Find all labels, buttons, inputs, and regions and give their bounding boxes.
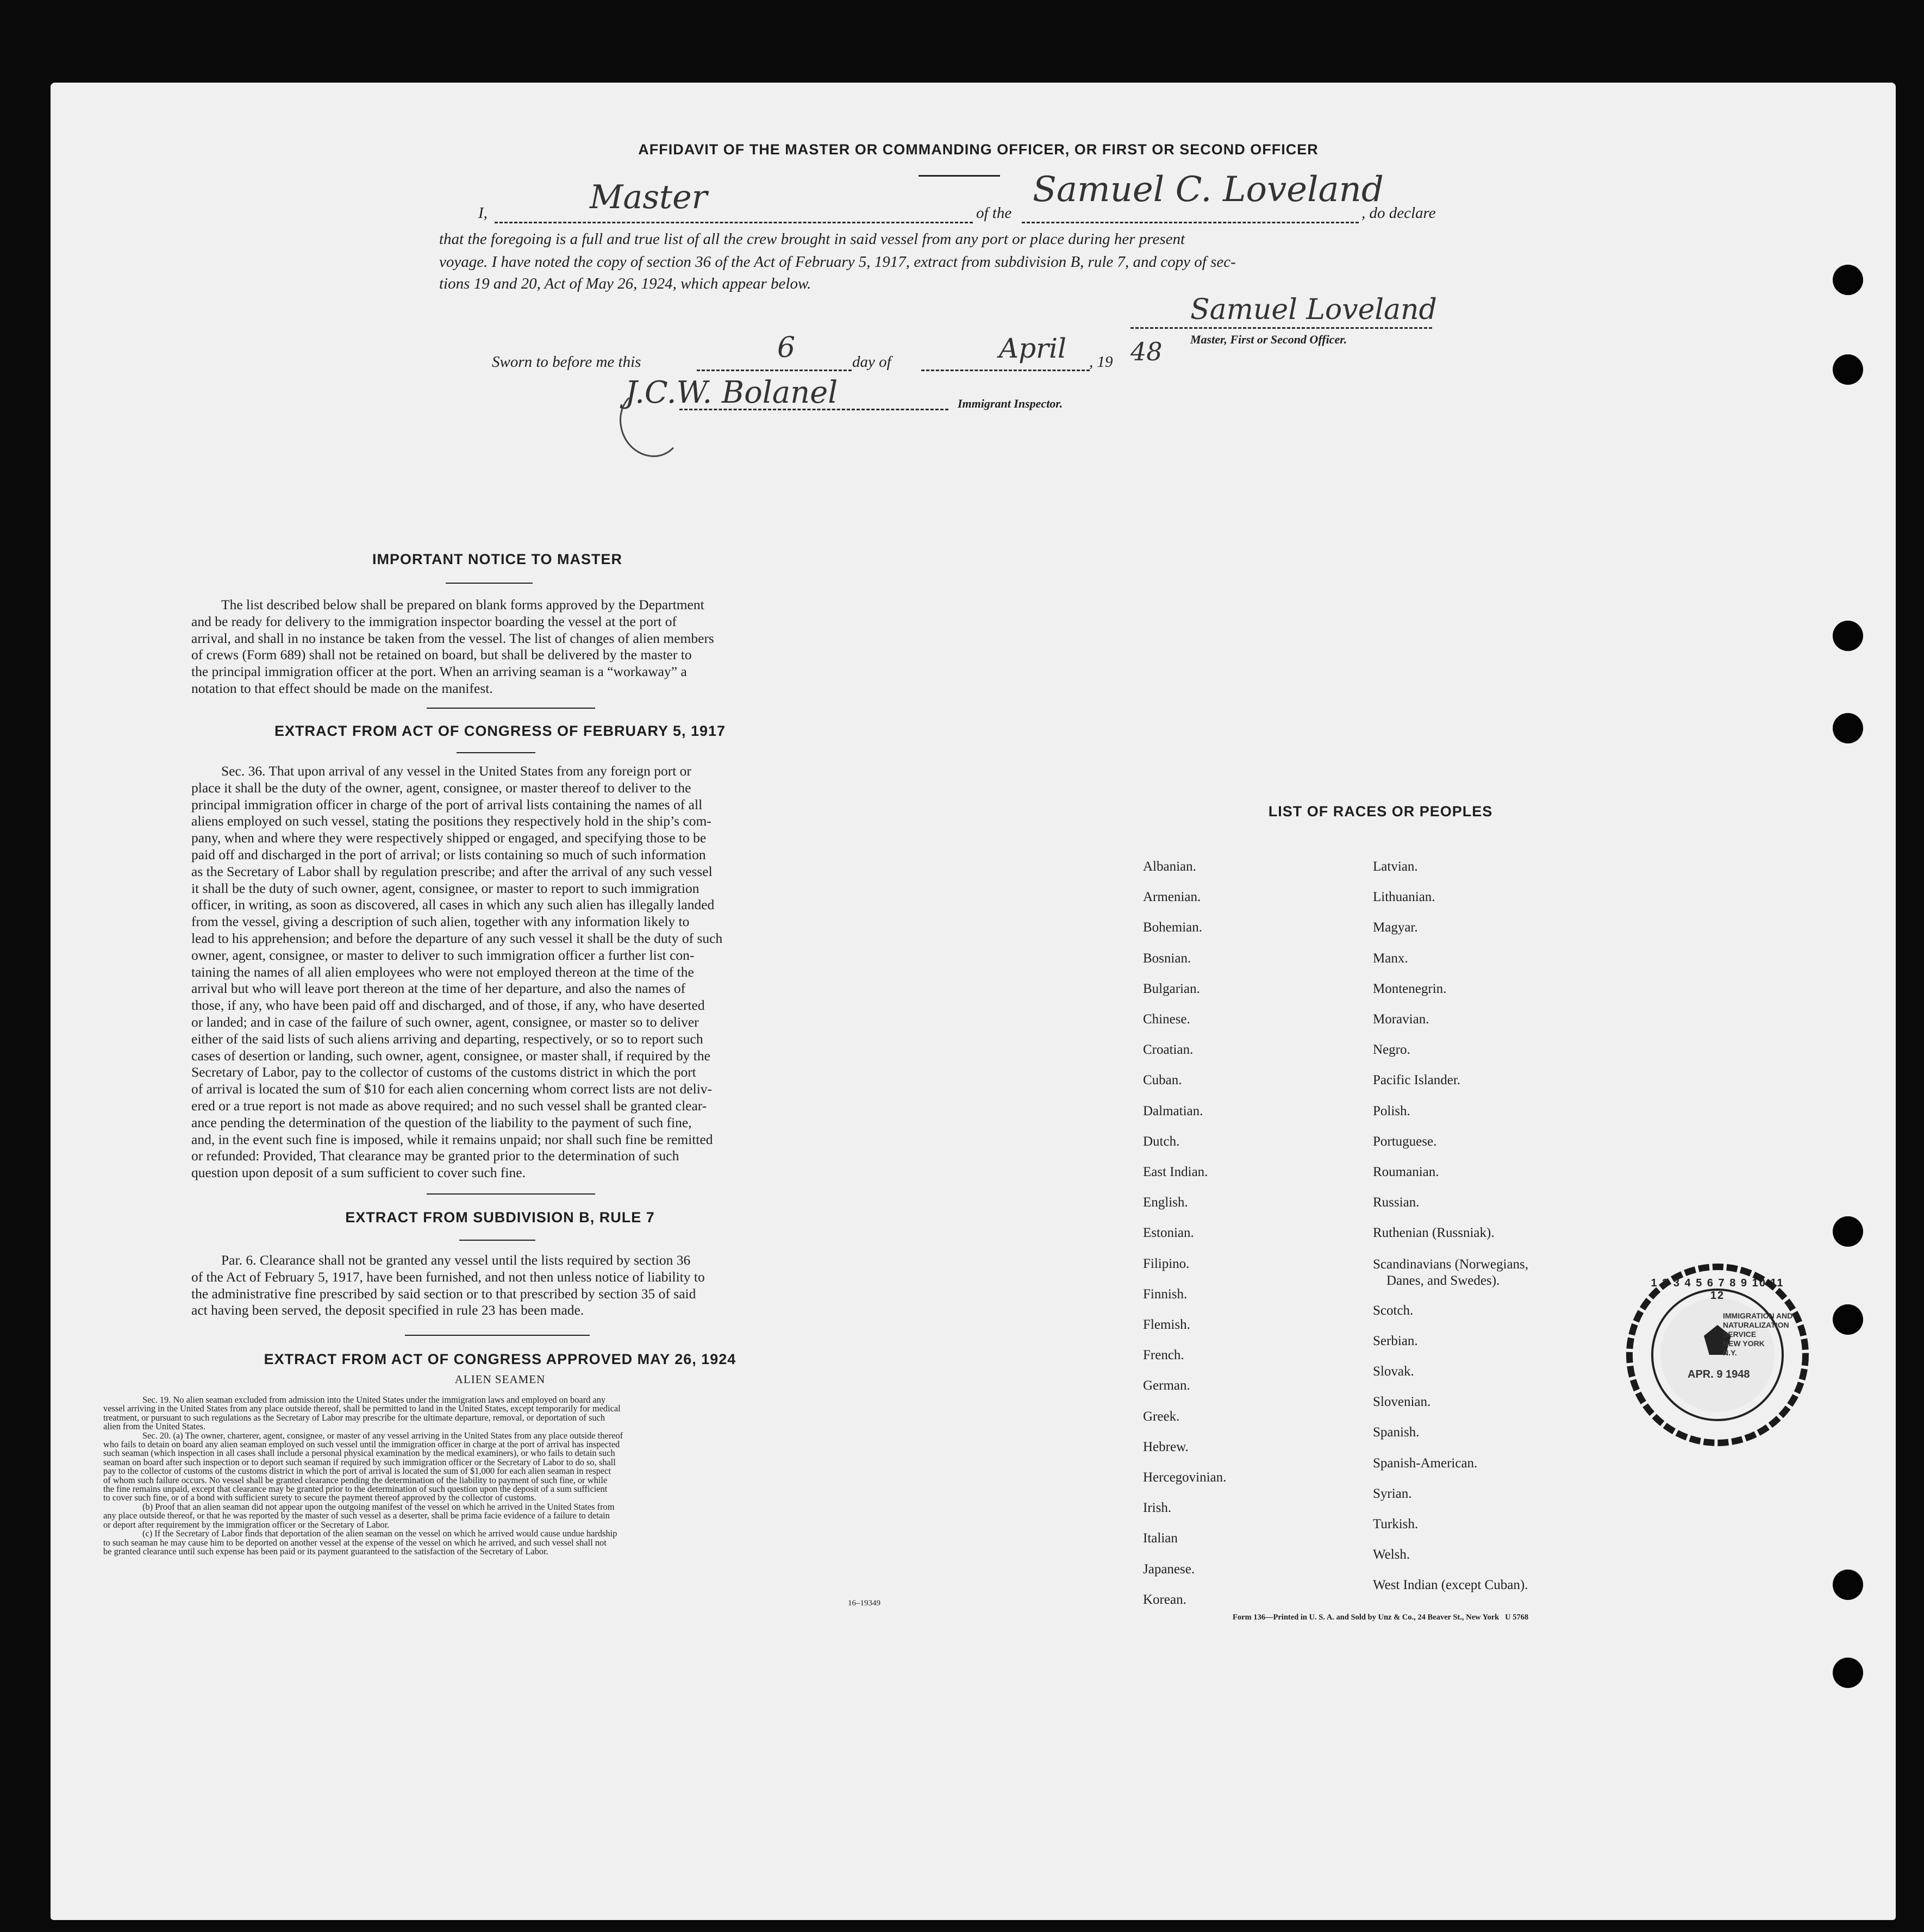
race-item: Portuguese.: [1373, 1134, 1437, 1149]
text-line: or landed; and in case of the failure of such owner, agent, consignee, or master so to deliver: [191, 1014, 699, 1030]
text-line: Sec. 19. No alien seaman excluded from admission into the United States under the immigration laws and employed on board any: [142, 1395, 606, 1405]
binder-hole: [1833, 1570, 1863, 1600]
race-item: Cuban.: [1143, 1073, 1182, 1088]
races-left-column: [1143, 852, 1226, 1615]
text-line: paid off and discharged in the port of arrival; or lists containing so much of such information: [191, 846, 706, 862]
text-line: from the vessel, giving a description of such alien, together with any information likely to: [191, 914, 690, 930]
text-line: vessel arriving in the United States from any place outside thereof, shall be permitted to land in the United States, except temporarily for medical: [103, 1403, 621, 1414]
text-line: arrival but who will leave port thereon at the time of her departure, and also the names of: [191, 980, 686, 997]
notice-text: [191, 597, 805, 697]
race-item: Serbian.: [1373, 1333, 1418, 1348]
text-line: ered or a true report is not made as above required; and no such vessel shall be granted clear-: [191, 1097, 707, 1114]
inspector-line: [679, 409, 948, 410]
text-line: the fine remains unpaid, except that clearance may be granted prior to the determination of such question upon the deposit of a sum sufficient: [103, 1484, 608, 1495]
race-item: Montenegrin.: [1373, 981, 1447, 996]
race-item: Flemish.: [1143, 1317, 1190, 1333]
text-line: of arrival is located the sum of $10 for each alien concerning whom correct lists are not deliv-: [191, 1081, 713, 1097]
year-prefix: , 19: [1089, 353, 1113, 371]
text-line: Sec. 20. (a) The owner, charterer, agent, consignee, or master of any vessel arriving in the United States from any place outside thereof: [142, 1430, 623, 1441]
stamp-agency-line: IMMIGRATION AND: [1723, 1311, 1793, 1320]
race-item: Filipino.: [1143, 1256, 1190, 1271]
race-item: East Indian.: [1143, 1165, 1208, 1180]
text-line: any place outside thereof, or that he was reported by the master of such vessel as a deserter, shall be prima facie evidence of a failure to detain: [103, 1510, 610, 1521]
race-item: Bohemian.: [1143, 920, 1203, 935]
text-line: place it shall be the duty of the owner, agent, consignee, or master thereof to deliver to the: [191, 779, 691, 796]
notice-line: of crews (Form 689) shall not be retained on board, but shall be delivered by the master to: [191, 647, 692, 663]
race-item: Scandinavians (Norwegians,: [1373, 1256, 1529, 1272]
race-item: Estonian.: [1143, 1226, 1194, 1241]
affidavit-body-line2: voyage. I have noted the copy of section 36 of the Act of February 5, 1917, extract from subdivision B, rule 7, and copy of sec-: [439, 253, 1236, 271]
text-line: be granted clearance until such expense has been paid or its payment guaranteed to the satisfaction of the Secretary of Labor.: [103, 1546, 548, 1556]
race-item: Italian: [1143, 1531, 1178, 1546]
form-number: 16–19349: [848, 1599, 880, 1608]
text-line: pay to the collector of customs of the customs district in which the port of arrival is located the sum of $1,000 for each alien seaman in respect: [103, 1466, 611, 1477]
extract-1917-text: [191, 763, 805, 1181]
races-title: LIST OF RACES OR PEOPLES: [1268, 803, 1493, 820]
stamp-agency-line: N.Y.: [1723, 1348, 1737, 1357]
race-item: Slovak.: [1373, 1364, 1414, 1379]
race-item: Armenian.: [1143, 890, 1201, 905]
handwritten-year: 48: [1130, 337, 1163, 366]
race-item: Welsh.: [1373, 1547, 1410, 1562]
text-line: Secretary of Labor, pay to the collector of customs of the customs district in which the port: [191, 1064, 696, 1080]
of-the-label: of the: [976, 204, 1012, 222]
race-item: Lithuanian.: [1373, 890, 1435, 905]
race-item: Scotch.: [1373, 1303, 1414, 1318]
text-line: aliens employed on such vessel, stating the positions they respectively hold in the ship’s com-: [191, 813, 711, 829]
binder-hole: [1833, 1304, 1863, 1335]
race-item: Turkish.: [1373, 1517, 1419, 1532]
binder-hole: [1833, 1658, 1863, 1688]
race-item: Korean.: [1143, 1592, 1186, 1607]
master-signature: Samuel Loveland: [1190, 293, 1437, 326]
affidavit-body-line3: tions 19 and 20, Act of May 26, 1924, which appear below.: [439, 275, 811, 292]
handwritten-vessel-name: Samuel C. Loveland: [1033, 170, 1384, 210]
inspector-signature: J.C.W. Bolanel: [625, 375, 838, 410]
race-item: Dalmatian.: [1143, 1103, 1203, 1118]
race-item: Croatian.: [1143, 1042, 1194, 1058]
race-item: Greek.: [1143, 1409, 1180, 1424]
text-line: lead to his apprehension; and before the departure of any such vessel it shall be the duty of such: [191, 930, 723, 946]
text-line: (c) If the Secretary of Labor finds that deportation of the alien seaman on the vessel on which he arrived would cause undue hardship: [142, 1528, 617, 1539]
handwritten-month: April: [999, 333, 1066, 364]
text-line: principal immigration officer in charge of the port of arrival lists containing the names of all: [191, 796, 703, 812]
notice-title: IMPORTANT NOTICE TO MASTER: [372, 551, 622, 567]
race-item: Roumanian.: [1373, 1165, 1439, 1180]
month-blank-line: [921, 370, 1090, 371]
sworn-prefix: Sworn to before me this: [492, 353, 641, 371]
signature-caption: Master, First or Second Officer.: [1190, 333, 1347, 346]
race-item: Hercegovinian.: [1143, 1470, 1227, 1485]
extract-1924-text: [103, 1396, 891, 1556]
notice-line: notation to that effect should be made on the manifest.: [191, 680, 493, 696]
text-line: to such seaman he may cause him to be deported on another vessel at the expense of the vessel on which he arrived, and such vessel shall not: [103, 1537, 607, 1548]
stamp-agency-line: SERVICE: [1723, 1330, 1757, 1339]
rule7-rule: [459, 1240, 535, 1241]
text-line: pany, when and where they were respectively shipped or engaged, and specifying those to be: [191, 830, 707, 846]
race-item: West Indian (except Cuban).: [1373, 1578, 1528, 1593]
race-item: Bulgarian.: [1143, 981, 1200, 996]
inspector-caption: Immigrant Inspector.: [958, 397, 1063, 410]
binder-hole: [1833, 354, 1863, 385]
race-item: Dutch.: [1143, 1134, 1180, 1149]
rule7-title: EXTRACT FROM SUBDIVISION B, RULE 7: [345, 1209, 655, 1226]
race-item: Japanese.: [1143, 1561, 1195, 1577]
text-line: act having been served, the deposit specified in rule 23 has been made.: [191, 1302, 584, 1318]
notice-rule: [446, 583, 533, 584]
text-line: it shall be the duty of such owner, agent, consignee, or master to report to such immigration: [191, 880, 699, 896]
stamp-agency-line: NATURALIZATION: [1723, 1321, 1789, 1329]
race-item: Ruthenian (Russniak).: [1373, 1226, 1495, 1241]
text-line: taining the names of all alien employees who were not employed thereon at the time of the: [191, 964, 694, 980]
rule7-text: [191, 1252, 805, 1319]
race-item: Negro.: [1373, 1042, 1410, 1058]
race-item: Magyar.: [1373, 920, 1418, 935]
handwritten-name: Master: [590, 178, 708, 216]
stamp-ring-text: 1 2 3 4 5 6 7 8 9 10 11 12: [1651, 1277, 1784, 1302]
binder-hole: [1833, 265, 1863, 295]
text-line: as the Secretary of Labor shall by regulation prescribe; and after the arrival of any such vessel: [191, 863, 713, 879]
race-item: German.: [1143, 1378, 1190, 1393]
text-line: officer, in writing, as soon as discovered, all cases in which any such alien has illegally landed: [191, 897, 715, 913]
race-item: Hebrew.: [1143, 1439, 1189, 1454]
affidavit-body-line1: that the foregoing is a full and true list of all the crew brought in said vessel from any port or place during her present: [439, 230, 1185, 248]
race-item: Syrian.: [1373, 1486, 1412, 1501]
text-line: seaman on board after such inspection or to deport such seaman if required by such immigration officer or the Secretary of Labor to do so, shall: [103, 1456, 616, 1467]
text-line: Par. 6. Clearance shall not be granted any vessel until the lists required by section 36: [221, 1252, 691, 1268]
text-line: owner, agent, consignee, or master to deliver to such immigration officer a further list con-: [191, 947, 695, 963]
name-blank-line: [495, 222, 973, 223]
alien-seamen-subtitle: ALIEN SEAMEN: [454, 1373, 546, 1386]
text-line: of whom such failure occurs. No vessel shall be granted clearance pending the determination of the liability to payment of such fine, or while: [103, 1474, 608, 1485]
affidavit-title: AFFIDAVIT OF THE MASTER OR COMMANDING OFFICER, OR FIRST OR SECOND OFFICER: [638, 141, 1319, 158]
handwritten-day: 6: [777, 332, 796, 364]
race-item: Spanish-American.: [1373, 1455, 1478, 1471]
binder-hole: [1833, 1216, 1863, 1247]
race-item: Latvian.: [1373, 859, 1418, 874]
text-line: and, in the event such fine is imposed, while it remains unpaid; nor shall such fine be remitted: [191, 1131, 713, 1147]
text-line: treatment, or pursuant to such regulations as the Secretary of Labor may prescribe for the ultimate departure, removal, or deportation of such: [103, 1412, 605, 1423]
stamp-agency: [1723, 1311, 1792, 1358]
binder-hole: [1833, 621, 1863, 651]
text-line: to cover such fine, or of a bond with sufficient surety to secure the payment thereof approved by the collector of customs.: [103, 1492, 536, 1503]
day-of-label: day of: [852, 353, 891, 371]
notice-line: and be ready for delivery to the immigration inspector boarding the vessel at the port of: [191, 613, 677, 629]
extract-1917-title: EXTRACT FROM ACT OF CONGRESS OF FEBRUARY 5, 1917: [274, 723, 726, 739]
race-item: Spanish.: [1373, 1425, 1420, 1440]
binder-hole: [1833, 713, 1863, 743]
text-line: such seaman (which inspection in all cases shall include a personal physical examination by the medical examiners), or who fails to detain such: [103, 1448, 615, 1459]
notice-line: the principal immigration officer at the port. When an arriving seaman is a “workaway” a: [191, 664, 687, 680]
do-declare-label: , do declare: [1361, 204, 1436, 222]
text-line: ance pending the determination of the question of the liability to the payment of such fine,: [191, 1114, 692, 1130]
race-item: Chinese.: [1143, 1012, 1190, 1027]
race-item: Slovenian.: [1373, 1395, 1431, 1410]
immigration-stamp: [1622, 1260, 1813, 1450]
title-rule: [919, 175, 1000, 177]
text-line: alien from the United States.: [103, 1421, 205, 1432]
divider: [427, 708, 595, 709]
text-line: or refunded: Provided, That clearance may be granted prior to the determination of such: [191, 1148, 679, 1164]
divider: [405, 1335, 590, 1336]
stamp-date: APR. 9 1948: [1688, 1368, 1750, 1380]
extract-1917-rule: [457, 752, 535, 753]
text-line: of the Act of February 5, 1917, have been furnished, and not then unless notice of liability to: [191, 1268, 705, 1285]
text-line: the administrative fine prescribed by said section or to that prescribed by section 35 of said: [191, 1285, 696, 1302]
text-line: Sec. 36. That upon arrival of any vessel in the United States from any foreign port or: [221, 763, 691, 779]
race-item: Albanian.: [1143, 859, 1196, 874]
form-imprint: Form 136—Printed in U. S. A. and Sold by Unz & Co., 24 Beaver St., New York U 5768: [1233, 1613, 1529, 1622]
race-item: French.: [1143, 1348, 1184, 1363]
text-line: either of the said lists of such aliens arriving and departing, respectively, or so to report such: [191, 1030, 703, 1047]
text-line: question upon deposit of a sum sufficient to cover such fine.: [191, 1165, 526, 1181]
text-line: who fails to detain on board any alien seaman employed on such vessel until the immigration officer in charge at the port of arrival has inspected: [103, 1439, 620, 1450]
race-item: Bosnian.: [1143, 951, 1191, 966]
race-item: Polish.: [1373, 1103, 1410, 1118]
notice-line: arrival, and shall in no instance be taken from the vessel. The list of changes of alien members: [191, 630, 714, 646]
affidavit-i-label: I,: [478, 204, 488, 222]
text-line: or deport after requirement by the immigration officer or the Secretary of Labor.: [103, 1519, 390, 1530]
race-item: English.: [1143, 1195, 1188, 1210]
race-item: Pacific Islander.: [1373, 1073, 1461, 1088]
text-line: cases of desertion or landing, such owner, agent, consignee, or master shall, if required by the: [191, 1047, 710, 1064]
race-item: Danes, and Swedes).: [1386, 1273, 1500, 1288]
divider: [427, 1193, 595, 1195]
race-item: Irish.: [1143, 1500, 1172, 1516]
signature-line: [1130, 327, 1432, 329]
race-item: Russian.: [1373, 1195, 1420, 1210]
day-blank-line: [697, 370, 852, 371]
text-line: those, if any, who have been paid off and discharged, and of those, if any, who have deserted: [191, 997, 705, 1014]
notice-line: The list described below shall be prepared on blank forms approved by the Department: [221, 597, 704, 612]
stamp-agency-line: NEW YORK: [1723, 1339, 1765, 1348]
race-item: Manx.: [1373, 951, 1408, 966]
race-item: Moravian.: [1373, 1012, 1429, 1027]
race-item: Finnish.: [1143, 1286, 1188, 1302]
races-right-column: [1373, 852, 1528, 1601]
extract-1924-title: EXTRACT FROM ACT OF CONGRESS APPROVED MAY 26, 1924: [264, 1351, 736, 1367]
text-line: (b) Proof that an alien seaman did not appear upon the outgoing manifest of the vessel on which he arrived in the United States from: [142, 1501, 615, 1512]
vessel-blank-line: [1022, 222, 1359, 223]
